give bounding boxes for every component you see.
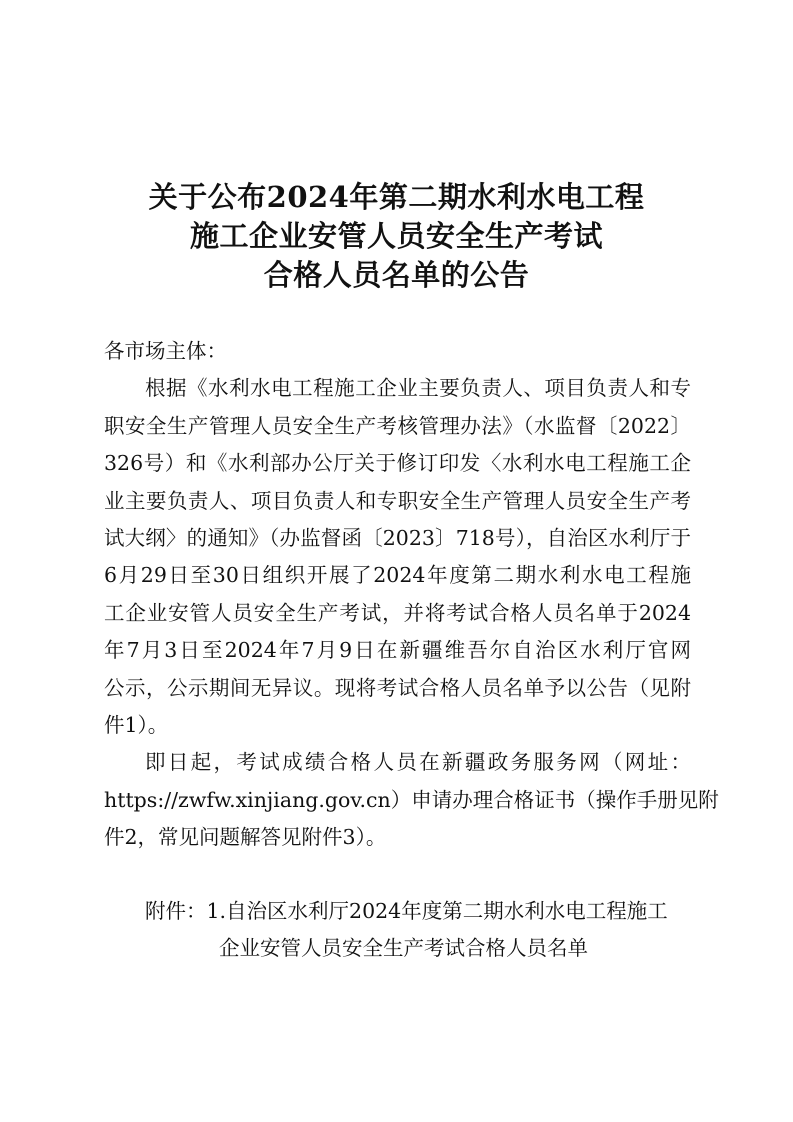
paragraph-line: 根据《水利水电工程施工企业主要负责人、项目负责人和专 bbox=[145, 376, 691, 401]
paragraph-line: 职安全生产管理人员安全生产考核管理办法》（水监督〔2022〕 bbox=[104, 413, 691, 438]
paragraph-line: https://zwfw.xinjiang.gov.cn）申请办理合格证书（操作手册见附 bbox=[104, 787, 719, 812]
document-title bbox=[100, 178, 693, 295]
paragraph-line: 件1）。 bbox=[104, 712, 169, 737]
paragraph-line: 工企业安管人员安全生产考试，并将考试合格人员名单于2024 bbox=[104, 600, 691, 625]
paragraph-line: 公示，公示期间无异议。现将考试合格人员名单予以公告（见附 bbox=[104, 675, 691, 700]
attachment-line: 企业安管人员安全生产考试合格人员名单 bbox=[219, 936, 588, 961]
paragraph-2 bbox=[104, 744, 719, 856]
salutation: 各市场主体： bbox=[104, 339, 227, 363]
paragraph-1 bbox=[104, 370, 691, 744]
paragraph-line: 即日起，考试成绩合格人员在新疆政务服务网（网址： bbox=[145, 750, 691, 775]
title-line-2: 施工企业安管人员安全生产考试 bbox=[189, 219, 603, 253]
title-line-1: 关于公布2024年第二期水利水电工程 bbox=[148, 180, 645, 214]
attachment-line: 附件：1.自治区水利厅2024年度第二期水利水电工程施工 bbox=[145, 899, 668, 923]
document-body bbox=[104, 333, 719, 856]
title-line-3: 合格人员名单的公告 bbox=[263, 258, 530, 292]
paragraph-line: 试大纲〉的通知》（办监督函〔2023〕718号），自治区水利厅于 bbox=[104, 525, 691, 550]
paragraph-line: 326号）和《水利部办公厅关于修订印发〈水利水电工程施工企 bbox=[104, 451, 691, 476]
paragraph-line: 件2，常见问题解答见附件3）。 bbox=[104, 825, 387, 850]
paragraph-line: 6月29日至30日组织开展了2024年度第二期水利水电工程施 bbox=[104, 563, 691, 588]
attachment-list bbox=[145, 893, 705, 968]
paragraph-line: 年7月3日至2024年7月9日在新疆维吾尔自治区水利厅官网 bbox=[104, 638, 691, 663]
paragraph-line: 业主要负责人、项目负责人和专职安全生产管理人员安全生产考 bbox=[104, 488, 691, 513]
